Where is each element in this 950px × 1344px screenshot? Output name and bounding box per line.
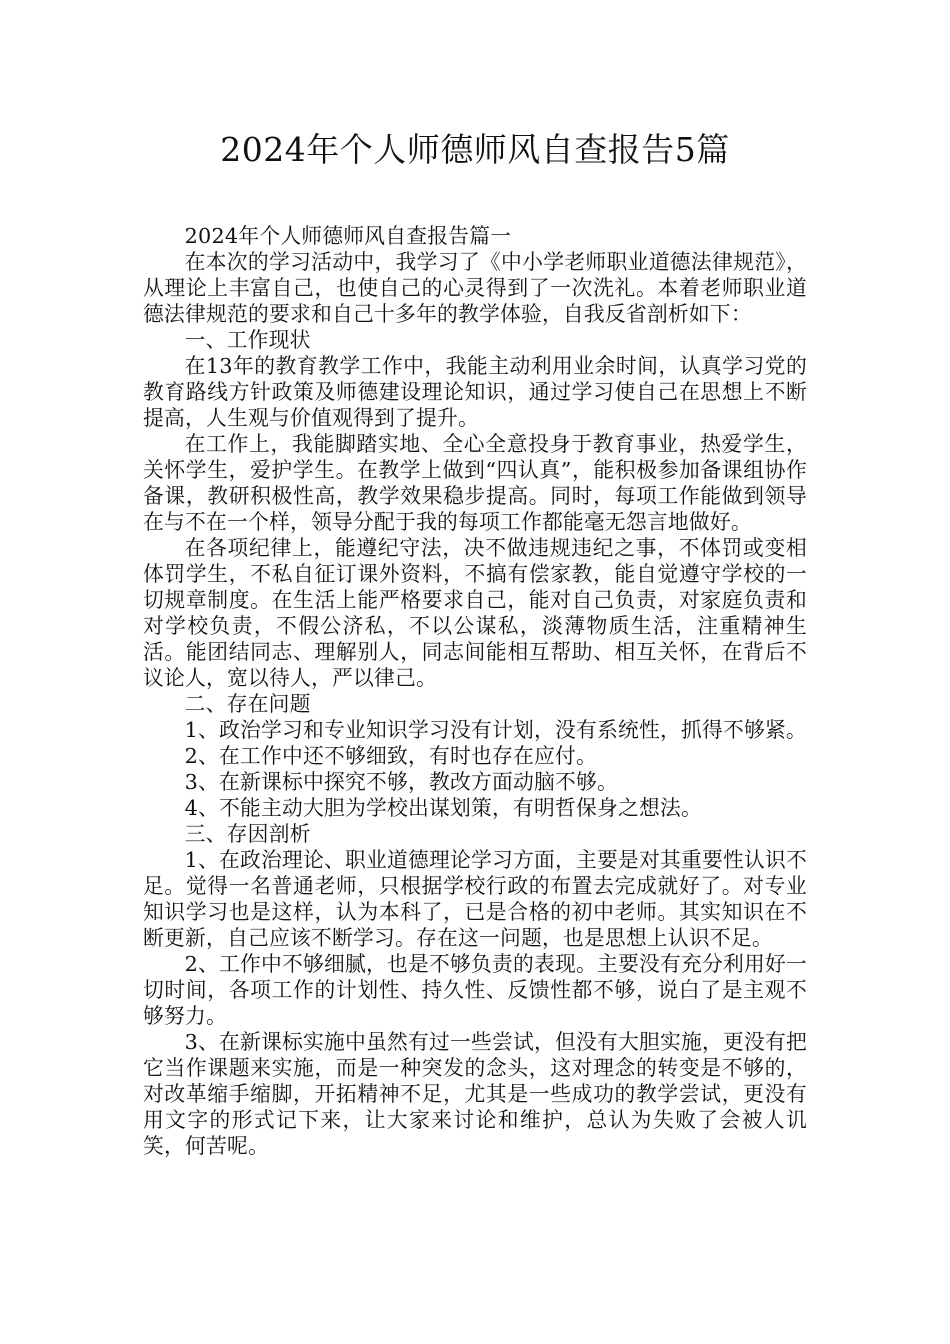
paragraph: 在各项纪律上，能遵纪守法，决不做违规违纪之事，不体罚或变相体罚学生，不私自征订课外资料，不搞有偿家教，能自觉遵守学校的一切规章制度。在生活上能严格要求自己，能对自己负责，对家庭负责和对学校负责，不假公济私，不以公谋私，淡薄物质生活，注重精神生活。能团结同志、理解别人，同志间能相互帮助、相互关怀，在背后不议论人，宽以待人，严以律己。 (143, 536, 807, 690)
section-heading: 二、存在问题 (184, 692, 311, 716)
list-item: 2、工作中不够细腻，也是不够负责的表现。主要没有充分利用好一切时间，各项工作的计划性、持久性、反馈性都不够，说白了是主观不够努力。 (143, 952, 807, 1028)
list-item: 4、不能主动大胆为学校出谋划策，有明哲保身之想法。 (184, 796, 702, 820)
document-title: 2024年个人师德师风自查报告5篇 (220, 130, 730, 169)
paragraph: 在本次的学习活动中，我学习了《中小学老师职业道德法律规范》，从理论上丰富自己，也使自己的心灵得到了一次洗礼。本着老师职业道德法律规范的要求和自己十多年的教学体验，自我反省剖析如下： (143, 250, 807, 326)
paragraph: 在工作上，我能脚踏实地、全心全意投身于教育事业，热爱学生，关怀学生，爱护学生。在教学上做到“四认真”，能积极参加备课组协作备课，教研积极性高，教学效果稳步提高。同时，每项工作能做到领导在与不在一个样，领导分配于我的每项工作都能毫无怨言地做好。 (143, 432, 807, 534)
list-item: 2、在工作中还不够细致，有时也存在应付。 (184, 744, 597, 768)
section-heading: 一、工作现状 (184, 328, 311, 352)
document-body (143, 223, 807, 1159)
paragraph: 在13年的教育教学工作中，我能主动利用业余时间，认真学习党的教育路线方针政策及师德建设理论知识，通过学习使自己在思想上不断提高，人生观与价值观得到了提升。 (143, 354, 807, 430)
section-title: 2024年个人师德师风自查报告篇一 (184, 224, 512, 248)
list-item: 3、在新课标中探究不够，教改方面动脑不够。 (184, 770, 618, 794)
list-item: 1、政治学习和专业知识学习没有计划，没有系统性，抓得不够紧。 (184, 718, 807, 742)
list-item: 1、在政治理论、职业道德理论学习方面，主要是对其重要性认识不足。觉得一名普通老师，只根据学校行政的布置去完成就好了。对专业知识学习也是这样，认为本科了，已是合格的初中老师。其实知识在不断更新，自己应该不断学习。存在这一问题，也是思想上认识不足。 (143, 848, 807, 950)
list-item: 3、在新课标实施中虽然有过一些尝试，但没有大胆实施，更没有把它当作课题来实施，而是一种突发的念头，这对理念的转变是不够的，对改革缩手缩脚，开拓精神不足，尤其是一些成功的教学尝试，更没有用文字的形式记下来，让大家来讨论和维护，总认为失败了会被人讥笑，何苦呢。 (143, 1030, 807, 1158)
section-heading: 三、存因剖析 (184, 822, 311, 846)
